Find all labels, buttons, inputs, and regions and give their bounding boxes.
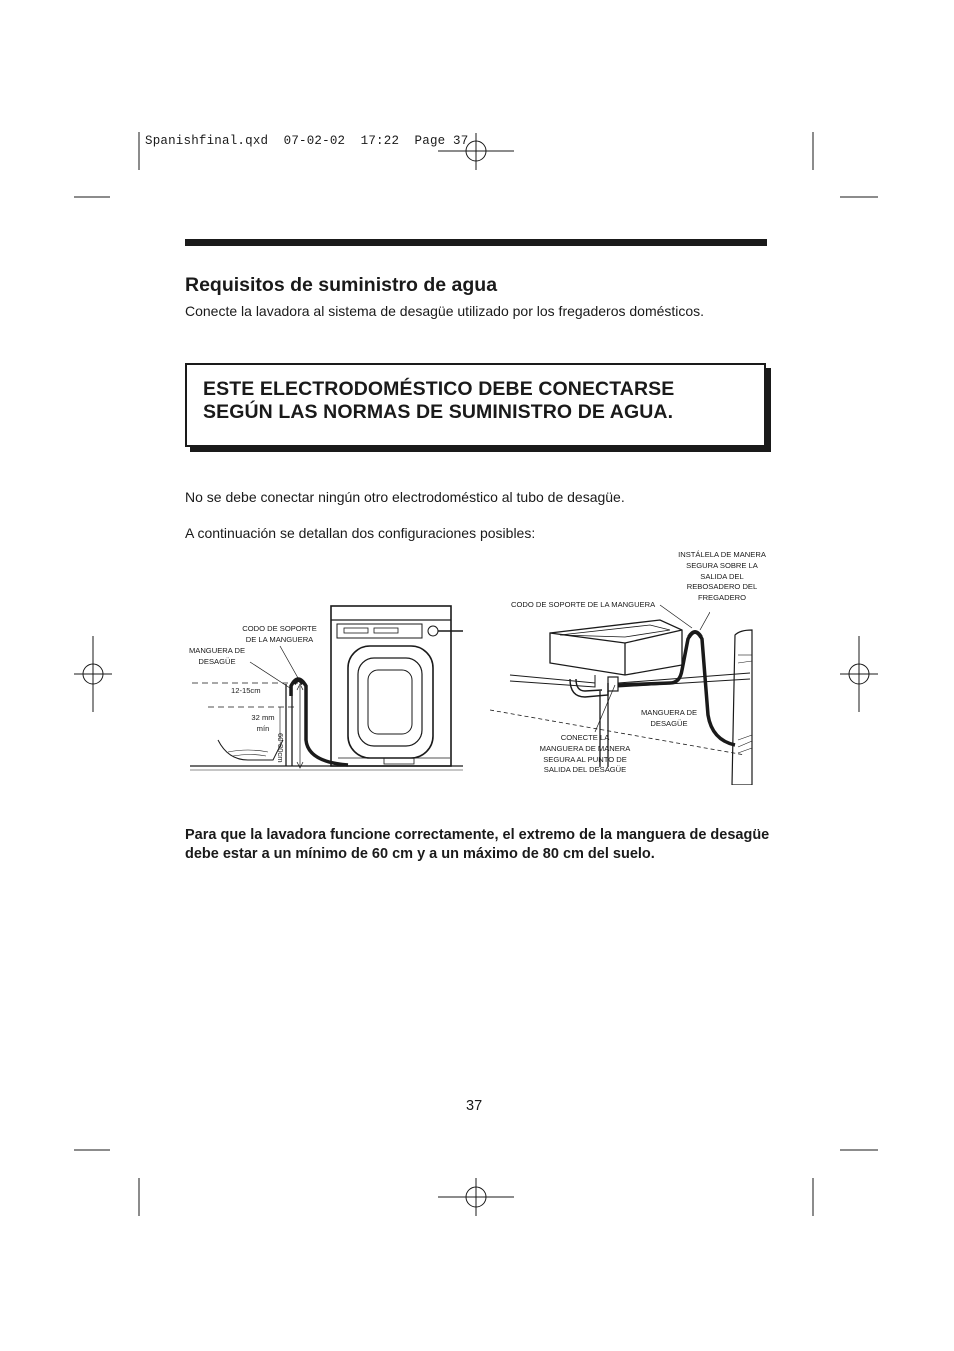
right-conecte-line-3: SEGURA AL PUNTO DE: [543, 754, 627, 764]
warning-line-1: ESTE ELECTRODOMÉSTICO DEBE CONECTARSE: [203, 378, 675, 400]
right-conecte-line-4: SALIDA DEL DESAGÜE: [543, 765, 627, 775]
left-manguera-line-1: MANGUERA DE: [188, 646, 246, 655]
left-dim-12-15: 12-15cm: [231, 686, 261, 695]
right-instalela-line-2: SEGURA SOBRE LA: [686, 560, 758, 570]
right-conecte-line-1: CONECTE LA: [560, 733, 610, 742]
registration-mark-right: [840, 636, 878, 712]
warning-line-2: SEGÚN LAS NORMAS DE SUMINISTRO DE AGUA.: [203, 401, 674, 423]
right-instalela-label: [664, 550, 780, 604]
right-instalela-line-1: INSTÁLELA DE MANERA: [678, 550, 766, 559]
registration-mark-bottom: [438, 1178, 514, 1216]
page-title: Requisitos de suministro de agua: [185, 274, 498, 296]
warning-text: [203, 378, 674, 424]
right-conecte-line-2: MANGUERA DE MANERA: [539, 743, 631, 753]
warning-box: [185, 363, 766, 447]
file-slug: Spanishfinal.qxd 07-02-02 17:22 Page 37: [145, 134, 469, 148]
left-dim-60-80: 60-80cm: [276, 733, 285, 763]
left-dim-32-line-2: mín: [256, 723, 270, 733]
registration-mark-left: [74, 636, 112, 712]
right-manguera-line-2: DESAGÜE: [650, 718, 688, 728]
header-rule: [185, 239, 767, 246]
left-leader-lines: [240, 640, 360, 700]
page-number: 37: [466, 1098, 483, 1114]
intro-text: Conecte la lavadora al sistema de desagüe utilizado por los fregaderos domésticos.: [185, 303, 705, 319]
left-manguera-line-2: DESAGÜE: [198, 656, 236, 666]
right-leader-lines: [590, 600, 710, 740]
left-dim-32-line-1: 32 mm: [251, 713, 275, 722]
right-manguera-line-1: MANGUERA DE: [640, 708, 698, 717]
height-requirement-note: Para que la lavadora funcione correctamente, el extremo de la manguera de desagüe debe estar a un mínimo de 60 cm y a un máximo de 80 cm del suelo.: [185, 827, 770, 862]
left-codo-line-2: DE LA MANGUERA: [245, 634, 314, 644]
configurations-text: A continuación se detallan dos configuraciones posibles:: [185, 525, 536, 541]
right-instalela-line-5: FREGADERO: [697, 593, 747, 603]
right-codo-label: CODO DE SOPORTE DE LA MANGUERA: [511, 600, 656, 609]
left-dim-32: [248, 713, 278, 735]
right-instalela-line-3: SALIDA DEL: [700, 571, 744, 581]
no-other-appliance-text: No se debe conectar ningún otro electrodoméstico al tubo de desagüe.: [185, 489, 625, 505]
right-instalela-line-4: REBOSADERO DEL: [686, 582, 758, 592]
left-codo-line-1: CODO DE SOPORTE: [242, 624, 317, 633]
